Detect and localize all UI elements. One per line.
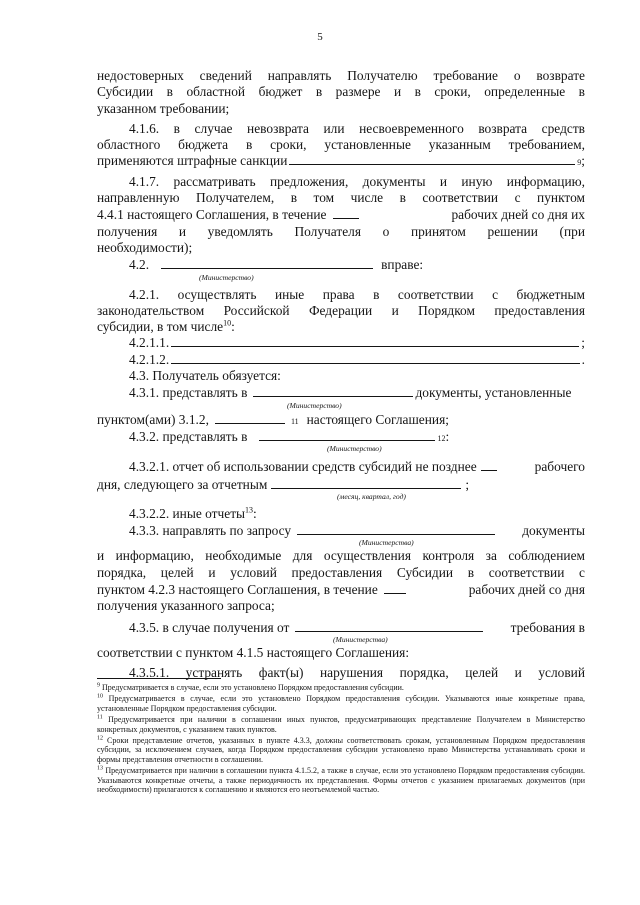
clause-4-2-1: 4.2.1. осуществлять иные права в соответствии с бюджетным законодательством Российской Федерации и Порядком предоставления субсидии, в том числе$^{10}$:	[97, 286, 585, 335]
clause-4-2-1-2: 4.2.1.2. .	[129, 351, 585, 367]
clause-4-3-5-1: 4.3.5.1. устранять факт(ы) нарушения порядка, целей и условий	[129, 665, 585, 681]
clause-4-1-7: 4.1.7. рассматривать предложения, документы и иную информацию, направленную Получателем, в том числе в соответствии с пунктом 4.4.1 настоящего Соглашения, в течение рабочих дней со дня их получения и уведомлять Получателя о принятом решении (при необходимости);	[97, 173, 585, 255]
clause-4-3-5: 4.3.5. в случае получения от требования в (Министерства) соответствии с пунктом 4.1.5 настоящего Соглашения:	[97, 619, 585, 660]
ministry-blank	[161, 256, 373, 269]
footnote-rule	[97, 678, 221, 679]
footnote-13: $^{13}$ Предусматривается при наличии в соглашении пункта 4.1.5.2, а также в случае, если это установлено Порядком предоставления субсидии. Указываются конкретные отчеты, а также периодичность их представления. Формы отчетов с указанием прилагаемых документов (при необходимости) прилагаются к соглашению и являются его неотъемлемой частью.	[97, 765, 586, 795]
clause-4-3: 4.3. Получатель обязуется:	[129, 368, 281, 384]
clause-4-3-2: 4.3.2. представлять в 12 : (Министерство)	[129, 428, 450, 454]
days-blank	[333, 206, 359, 219]
footnote-12: $^{12}$ Сроки представление отчетов, указанных в пункте 4.3.3, должны соответствовать срокам, установленным Порядком предоставления субсидии, за исключением случаев, когда Порядком предоставления субсидии установлено право Министерства устанавливать сроки и формы представления отчетности в соглашении.	[97, 735, 585, 764]
footnotes	[97, 683, 585, 797]
footnote-11: $^{11}$ Предусматривается при наличии в соглашении иных пунктов, предусматривающих представление Получателем в Министерство конкретных документов, с указанием таких пунктов.	[97, 714, 586, 734]
document-body	[97, 68, 585, 682]
clause-4-3-1: 4.3.1. представлять в документы, установленные (Министерство) пунктом(ами) 3.1.2, 11 настоящего Соглашения;	[97, 385, 572, 427]
clause-4-2-1-1: 4.2.1.1. ;	[129, 335, 585, 351]
clause-4-3-2-1: 4.3.2.1. отчет об использовании средств субсидий не позднее рабочего дня, следующего за отчетным ; (месяц, квартал, год)	[97, 459, 585, 501]
clause-4-1-6: 4.1.6. в случае невозврата или несвоевременного возврата средств областного бюджета в сроки, установленные указанным требованием, применяются штрафные санкции 9 ;	[97, 120, 585, 169]
page-number: 5	[317, 31, 323, 43]
footnote-9: $^9$ Предусматривается в случае, если это установлено Порядком предоставления субсидии.	[97, 682, 404, 692]
clause-4-3-3: 4.3.3. направлять по запросу документы (Министерства) и информацию, необходимые для осуществления контроля за соблюдением порядка, целей и условий предоставления Субсидии в соответствии с пунктом 4.2.3 настоящего Соглашения, в течение рабочих дней со дня получения указанного запроса;	[97, 523, 585, 614]
paragraph-refund-demand: недостоверных сведений направлять Получателю требование о возврате Субсидии в областной бюджет в размере и в сроки, определенные в указанном требовании;	[97, 68, 585, 116]
clause-4-3-2-2: 4.3.2.2. иные отчеты$^{13}$:	[129, 505, 257, 521]
footnote-10: $^{10}$ Предусматривается в случае, если это установлено Порядком предоставления субсидии. Указываются иные конкретные права, установленные Порядком предоставления субсидии.	[97, 693, 585, 713]
penalty-blank	[289, 163, 575, 165]
clause-4-2: 4.2. вправе: (Министерство)	[129, 257, 424, 282]
